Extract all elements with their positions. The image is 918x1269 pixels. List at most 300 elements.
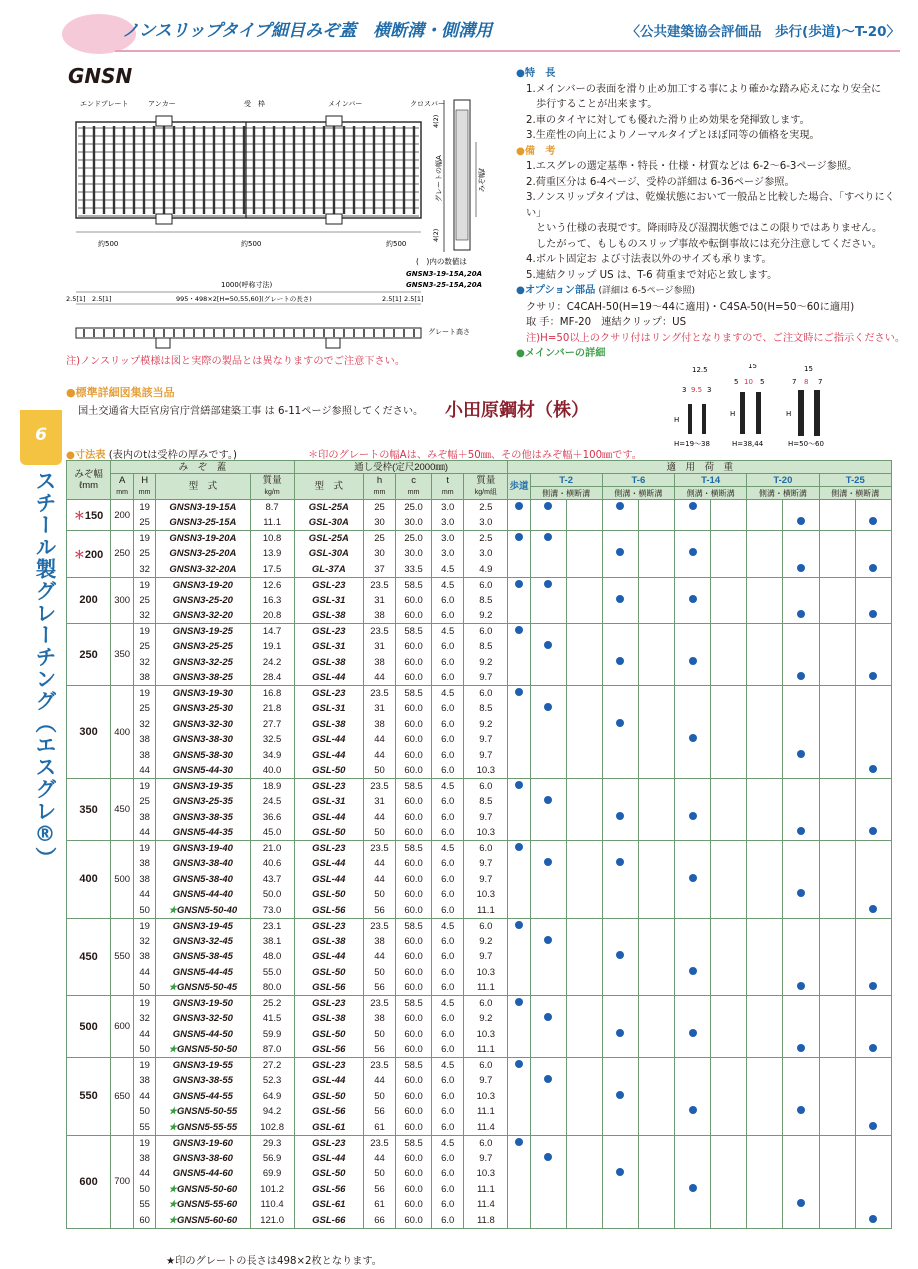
label-approx-2: 約500: [241, 240, 262, 248]
cell-frame-mass: 2.5: [464, 500, 508, 516]
cell-frame-model: GSL-50: [294, 1166, 363, 1182]
cell-t: 6.0: [432, 794, 464, 810]
col-model: 型 式: [156, 474, 250, 500]
cell-H: 25: [134, 639, 156, 655]
cell-t: 4.5: [432, 996, 464, 1012]
cell-A: 200: [111, 500, 134, 531]
load-cell: [675, 965, 711, 981]
cell-frame-mass: 9.7: [464, 949, 508, 965]
cell-model: GNSN3-38-35: [156, 810, 250, 826]
col-t25: T-25: [819, 474, 892, 487]
load-cell: [819, 841, 855, 857]
cell-mass: 24.2: [250, 655, 294, 671]
load-cell: [602, 1151, 638, 1167]
load-cell: [566, 980, 602, 996]
load-cell: [508, 1042, 530, 1058]
cell-h: 44: [363, 670, 395, 686]
cell-model: GNSN3-38-30: [156, 732, 250, 748]
cell-mass: 102.8: [250, 1120, 294, 1136]
col-futa: み ぞ 蓋: [111, 461, 295, 474]
applicable-dot: [797, 1106, 805, 1114]
table-row: [67, 515, 892, 531]
cell-mass: 20.8: [250, 608, 294, 624]
load-cell: [530, 531, 566, 547]
load-cell: [675, 1166, 711, 1182]
cell-H: 25: [134, 593, 156, 609]
load-cell: [566, 717, 602, 733]
cell-frame-model: GSL-50: [294, 1027, 363, 1043]
cell-mass: 17.5: [250, 562, 294, 578]
cell-frame-mass: 10.3: [464, 1027, 508, 1043]
load-cell: [508, 686, 530, 702]
cell-H: 44: [134, 1166, 156, 1182]
svg-text:5: 5: [760, 378, 765, 386]
mainbar-detail: [670, 364, 840, 449]
load-cell: [783, 996, 819, 1012]
applicable-dot: [515, 688, 523, 696]
footnote: ★印のグレートの長さは498×2枚となります。: [166, 1256, 382, 1267]
load-cell: [783, 965, 819, 981]
load-cell: [675, 531, 711, 547]
load-cell: [819, 872, 855, 888]
cell-H: 19: [134, 779, 156, 795]
load-cell: [855, 1151, 891, 1167]
cell-A: 500: [111, 841, 134, 919]
cell-frame-mass: 9.7: [464, 1151, 508, 1167]
svg-text:7: 7: [818, 378, 823, 386]
table-heading: [66, 446, 237, 461]
cell-frame-mass: 6.0: [464, 624, 508, 640]
cell-model: ★GNSN5-55-55: [156, 1120, 250, 1136]
load-cell: [855, 701, 891, 717]
cell-c: 58.5: [396, 841, 432, 857]
svg-text:3: 3: [707, 386, 712, 394]
cell-frame-model: GSL-44: [294, 732, 363, 748]
load-cell: [566, 655, 602, 671]
load-cell: [747, 546, 783, 562]
cell-c: 30.0: [396, 515, 432, 531]
cell-t: 6.0: [432, 825, 464, 841]
cell-t: 6.0: [432, 748, 464, 764]
load-cell: [638, 825, 674, 841]
load-cell: [638, 949, 674, 965]
load-cell: [602, 701, 638, 717]
cell-mass: 38.1: [250, 934, 294, 950]
load-cell: [566, 577, 602, 593]
cell-t: 6.0: [432, 1197, 464, 1213]
load-cell: [530, 794, 566, 810]
svg-text:9.5: 9.5: [691, 386, 703, 394]
load-cell: [602, 717, 638, 733]
load-cell: [530, 825, 566, 841]
load-cell: [855, 1027, 891, 1043]
load-cell: [747, 686, 783, 702]
load-cell: [638, 1104, 674, 1120]
load-cell: [508, 1213, 530, 1229]
load-cell: [711, 841, 747, 857]
load-cell: [638, 980, 674, 996]
cell-c: 60.0: [396, 1027, 432, 1043]
load-cell: [602, 608, 638, 624]
cell-frame-mass: 6.0: [464, 779, 508, 795]
load-cell: [566, 1104, 602, 1120]
label-bottom-offset: 4(2): [432, 228, 440, 242]
cell-H: 50: [134, 1104, 156, 1120]
load-cell: [638, 701, 674, 717]
col-hodo: 歩道: [508, 474, 530, 500]
cell-frame-model: GSL-50: [294, 1089, 363, 1105]
cell-frame-mass: 9.7: [464, 872, 508, 888]
cell-t: 6.0: [432, 872, 464, 888]
label-grate-length: 995・498×2[H=50,55,60](グレートの長さ): [176, 295, 312, 303]
load-cell: [508, 515, 530, 531]
load-cell: [602, 593, 638, 609]
cell-H: 50: [134, 980, 156, 996]
load-cell: [566, 546, 602, 562]
load-cell: [675, 624, 711, 640]
cell-frame-mass: 9.2: [464, 934, 508, 950]
load-cell: [747, 593, 783, 609]
load-cell: [783, 841, 819, 857]
cell-c: 60.0: [396, 670, 432, 686]
load-cell: [675, 841, 711, 857]
cell-frame-model: GSL-56: [294, 1104, 363, 1120]
load-cell: [530, 1073, 566, 1089]
label-gap-1: 2.5[1]: [66, 295, 86, 303]
load-cell: [783, 825, 819, 841]
cell-frame-mass: 8.5: [464, 593, 508, 609]
applicable-dot: [515, 843, 523, 851]
applicable-dot: [515, 998, 523, 1006]
load-cell: [783, 608, 819, 624]
load-cell: [675, 887, 711, 903]
option-note-red: 注)H=50以上のクサリ付はリング付となりますので、ご注文時にご指示ください。: [526, 332, 906, 344]
load-cell: [855, 1213, 891, 1229]
cell-frame-model: GSL-66: [294, 1213, 363, 1229]
header-rule: [115, 50, 900, 52]
load-cell: [508, 1011, 530, 1027]
cell-model: GNSN3-32-45: [156, 934, 250, 950]
load-cell: [675, 810, 711, 826]
load-cell: [530, 1135, 566, 1151]
applicable-dot: [797, 1044, 805, 1052]
load-cell: [602, 1011, 638, 1027]
load-cell: [602, 686, 638, 702]
load-cell: [508, 779, 530, 795]
applicable-dot: [544, 796, 552, 804]
cell-H: 19: [134, 577, 156, 593]
cell-frame-mass: 10.3: [464, 1166, 508, 1182]
cell-A: 700: [111, 1135, 134, 1228]
load-cell: [819, 779, 855, 795]
load-cell: [530, 515, 566, 531]
label-top-offset: 4(2): [432, 114, 440, 128]
model-name: GNSN: [68, 64, 133, 88]
cell-frame-model: GSL-44: [294, 748, 363, 764]
load-cell: [819, 655, 855, 671]
load-cell: [508, 856, 530, 872]
cell-c: 60.0: [396, 825, 432, 841]
load-cell: [566, 1151, 602, 1167]
cell-c: 60.0: [396, 639, 432, 655]
cell-model: GNSN3-25-25: [156, 639, 250, 655]
cell-t: 6.0: [432, 980, 464, 996]
load-cell: [711, 639, 747, 655]
load-cell: [508, 732, 530, 748]
remark-3b: という仕様の表現です。降雨時及び湿潤状態ではこの限りではありません。: [536, 223, 883, 234]
load-cell: [747, 1042, 783, 1058]
cell-t: 6.0: [432, 701, 464, 717]
load-cell: [819, 1011, 855, 1027]
cell-h: 38: [363, 717, 395, 733]
load-cell: [566, 515, 602, 531]
load-cell: [530, 949, 566, 965]
cell-c: 60.0: [396, 655, 432, 671]
cell-H: 19: [134, 1058, 156, 1074]
load-cell: [855, 825, 891, 841]
load-cell: [602, 577, 638, 593]
cell-t: 4.5: [432, 1135, 464, 1151]
applicable-dot: [616, 595, 624, 603]
cell-H: 25: [134, 515, 156, 531]
applicable-dot: [797, 672, 805, 680]
cell-t: 6.0: [432, 903, 464, 919]
load-cell: [675, 1058, 711, 1074]
cell-frame-model: GSL-44: [294, 810, 363, 826]
load-cell: [566, 1058, 602, 1074]
load-cell: [638, 562, 674, 578]
cell-h: 38: [363, 608, 395, 624]
load-cell: [783, 934, 819, 950]
remark-4: 4.ボルト固定お よび寸法表以外のサイズも承ります。: [526, 254, 772, 265]
load-cell: [855, 1166, 891, 1182]
cell-H: 19: [134, 624, 156, 640]
top-view: [76, 116, 421, 232]
load-cell: [602, 639, 638, 655]
load-cell: [508, 872, 530, 888]
remark-5: 5.連結クリップ US は、T-6 荷重まで対応と致します。: [526, 269, 778, 281]
table-row: [67, 717, 892, 733]
load-cell: [530, 624, 566, 640]
load-cell: [530, 856, 566, 872]
load-cell: [855, 1135, 891, 1151]
load-cell: [508, 825, 530, 841]
cell-A: 600: [111, 996, 134, 1058]
cell-model: GNSN3-38-60: [156, 1151, 250, 1167]
cell-frame-model: GSL-50: [294, 887, 363, 903]
sub-t14: 側溝・横断溝: [675, 487, 747, 500]
remark-3c: したがって、もしものスリップ事故や転倒事故には充分注意してください。: [536, 238, 882, 250]
load-cell: [747, 949, 783, 965]
load-cell: [638, 1120, 674, 1136]
cell-c: 30.0: [396, 546, 432, 562]
load-cell: [747, 794, 783, 810]
load-cell: [566, 1120, 602, 1136]
load-cell: [602, 996, 638, 1012]
load-cell: [675, 825, 711, 841]
svg-text:10: 10: [744, 378, 753, 386]
cell-H: 44: [134, 965, 156, 981]
cell-mass: 16.3: [250, 593, 294, 609]
cell-c: 60.0: [396, 1197, 432, 1213]
cell-frame-mass: 11.1: [464, 1042, 508, 1058]
cell-model: GNSN3-32-20A: [156, 562, 250, 578]
cell-mass: 13.9: [250, 546, 294, 562]
load-cell: [508, 949, 530, 965]
load-cell: [711, 624, 747, 640]
cell-h: 44: [363, 1151, 395, 1167]
cell-model: GNSN3-32-30: [156, 717, 250, 733]
cell-frame-mass: 11.1: [464, 1182, 508, 1198]
load-cell: [819, 717, 855, 733]
cell-c: 60.0: [396, 794, 432, 810]
load-cell: [819, 1089, 855, 1105]
cell-t: 6.0: [432, 887, 464, 903]
load-cell: [711, 1120, 747, 1136]
table-row: [67, 1120, 892, 1136]
load-cell: [711, 1027, 747, 1043]
load-cell: [783, 748, 819, 764]
load-cell: [602, 810, 638, 826]
page-header: [60, 6, 900, 54]
load-cell: [638, 655, 674, 671]
cell-frame-mass: 8.5: [464, 794, 508, 810]
load-cell: [638, 1042, 674, 1058]
cell-frame-mass: 4.9: [464, 562, 508, 578]
load-cell: [602, 670, 638, 686]
load-cell: [711, 1151, 747, 1167]
load-cell: [638, 1058, 674, 1074]
load-cell: [783, 856, 819, 872]
load-cell: [530, 980, 566, 996]
load-cell: [638, 593, 674, 609]
remark-1: 1.エスグレの選定基準・特長・仕様・材質などは 6-2～6-3ページ参照。: [526, 161, 858, 172]
cell-t: 6.0: [432, 1166, 464, 1182]
load-cell: [675, 763, 711, 779]
cell-frame-model: GSL-44: [294, 1151, 363, 1167]
cell-frame-model: GSL-38: [294, 655, 363, 671]
load-cell: [711, 500, 747, 516]
load-cell: [638, 717, 674, 733]
load-cell: [819, 1197, 855, 1213]
load-cell: [747, 903, 783, 919]
cell-c: 58.5: [396, 779, 432, 795]
cell-c: 58.5: [396, 624, 432, 640]
cell-t: 6.0: [432, 810, 464, 826]
company-name: 小田原鋼材（株）: [445, 400, 589, 421]
label-gap-4: 2.5[1]: [404, 295, 424, 303]
applicable-dot: [689, 1029, 697, 1037]
load-cell: [602, 980, 638, 996]
load-cell: [602, 1182, 638, 1198]
chapter-title: スチール製グレーチング（エスグレ®）: [33, 470, 57, 869]
load-cell: [855, 1104, 891, 1120]
load-cell: [602, 1058, 638, 1074]
cell-model: GNSN3-19-55: [156, 1058, 250, 1074]
cell-h: 50: [363, 825, 395, 841]
cell-groove-width: 350: [67, 779, 111, 841]
load-cell: [783, 794, 819, 810]
applicable-dot: [515, 626, 523, 634]
load-cell: [855, 903, 891, 919]
load-cell: [638, 918, 674, 934]
load-cell: [819, 980, 855, 996]
cell-frame-model: GSL-23: [294, 686, 363, 702]
load-cell: [675, 934, 711, 950]
load-cell: [783, 577, 819, 593]
table-row: [67, 732, 892, 748]
cell-mass: 55.0: [250, 965, 294, 981]
applicable-dot: [616, 502, 624, 510]
chapter-number: 6: [35, 425, 47, 445]
col-h: h mm: [363, 474, 395, 500]
cell-model: ★GNSN5-50-60: [156, 1182, 250, 1198]
applicable-dot: [616, 657, 624, 665]
cell-c: 33.5: [396, 562, 432, 578]
cell-model: GNSN3-25-15A: [156, 515, 250, 531]
load-cell: [855, 1182, 891, 1198]
load-cell: [819, 1058, 855, 1074]
std-detail-text: 国土交通省大臣官房官庁営繕部建築工事 は 6-11ページ参照してください。: [78, 406, 424, 417]
load-cell: [819, 639, 855, 655]
cell-frame-mass: 9.7: [464, 732, 508, 748]
cell-c: 60.0: [396, 763, 432, 779]
svg-text:7: 7: [792, 378, 797, 386]
cell-frame-model: GSL-44: [294, 949, 363, 965]
load-cell: [508, 608, 530, 624]
cell-mass: 40.0: [250, 763, 294, 779]
load-cell: [530, 593, 566, 609]
load-cell: [711, 1166, 747, 1182]
applicable-dot: [797, 889, 805, 897]
table-row: [67, 1182, 892, 1198]
applicable-dot: [689, 874, 697, 882]
applicable-dot: [797, 610, 805, 618]
applicable-dot: [869, 610, 877, 618]
cell-frame-model: GSL-23: [294, 577, 363, 593]
load-cell: [675, 732, 711, 748]
cell-h: 61: [363, 1120, 395, 1136]
load-cell: [638, 1182, 674, 1198]
load-cell: [783, 500, 819, 516]
applicable-dot: [689, 1106, 697, 1114]
label-grate-height: グレート高さ: [428, 328, 470, 336]
col-A: A mm: [111, 474, 134, 500]
mainbar-detail-3: [786, 365, 824, 448]
cell-frame-mass: 9.2: [464, 655, 508, 671]
load-cell: [747, 841, 783, 857]
cell-model: ★GNSN5-50-45: [156, 980, 250, 996]
table-row: [67, 608, 892, 624]
cell-groove-width: 300: [67, 686, 111, 779]
load-cell: [566, 810, 602, 826]
cell-groove-width: 600: [67, 1135, 111, 1228]
load-cell: [783, 810, 819, 826]
load-cell: [819, 1104, 855, 1120]
cell-frame-mass: 9.7: [464, 810, 508, 826]
load-cell: [783, 1073, 819, 1089]
load-cell: [855, 779, 891, 795]
load-cell: [855, 717, 891, 733]
cell-mass: 80.0: [250, 980, 294, 996]
load-cell: [675, 1089, 711, 1105]
load-cell: [855, 810, 891, 826]
cell-mass: 43.7: [250, 872, 294, 888]
load-cell: [675, 949, 711, 965]
load-cell: [675, 1027, 711, 1043]
cell-model: GNSN3-38-25: [156, 670, 250, 686]
cell-H: 25: [134, 794, 156, 810]
